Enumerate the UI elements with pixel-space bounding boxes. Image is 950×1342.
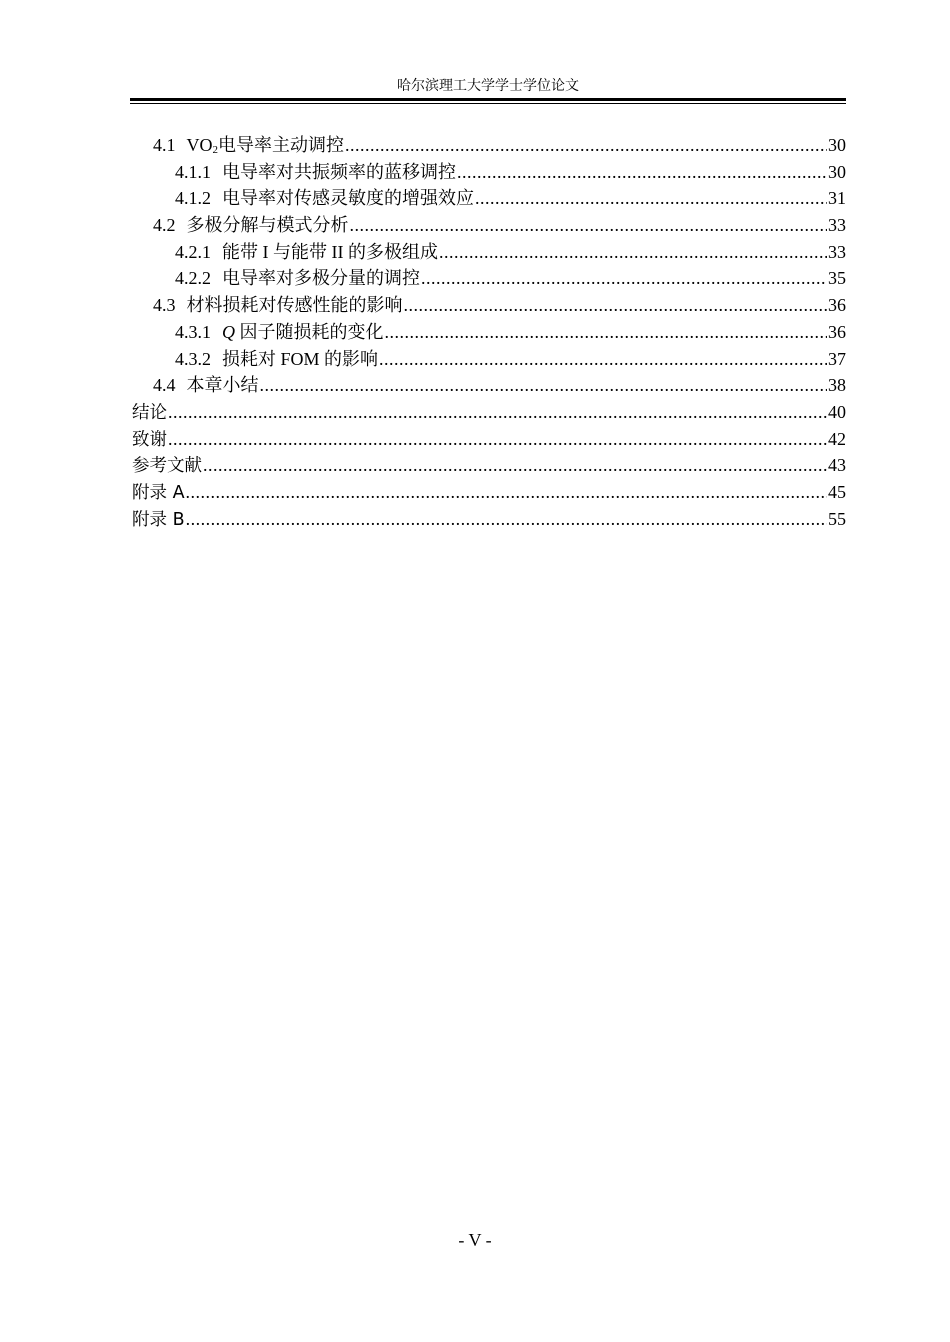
toc-entry[interactable]	[132, 346, 846, 373]
toc-entry-title: 材料损耗对传感性能的影响	[186, 295, 403, 316]
dot-leader	[168, 426, 827, 453]
toc-entry-page: 35	[828, 268, 846, 289]
toc-entry-page: 33	[828, 241, 846, 262]
toc-entry[interactable]	[132, 292, 846, 319]
toc-entry-title	[187, 132, 345, 159]
toc-entry-title: 本章小结	[186, 375, 259, 396]
toc-entry[interactable]	[132, 185, 846, 212]
toc-entry[interactable]	[132, 426, 846, 453]
toc-entry-title-italic: Q	[222, 321, 235, 342]
toc-entry-number: 4.4	[153, 375, 176, 396]
dot-leader	[421, 265, 827, 292]
toc-entry-title: 附录 B	[132, 509, 185, 530]
toc-entry-number: 4.1.2	[175, 188, 211, 209]
toc-entry-page: 45	[828, 481, 846, 502]
toc-entry-title: 电导率对传感灵敏度的增强效应	[222, 188, 474, 209]
header-rule-thick	[130, 98, 846, 101]
toc-entry[interactable]	[132, 372, 846, 399]
dot-leader	[203, 452, 827, 479]
toc-entry-number: 4.1	[153, 135, 176, 155]
toc-entry-title-post: 电导率主动调控	[218, 135, 344, 155]
toc-entry[interactable]	[132, 319, 846, 346]
toc-entry-page: 40	[828, 401, 846, 422]
toc-entry-title: 电导率对多极分量的调控	[222, 268, 420, 289]
toc-entry[interactable]	[132, 239, 846, 266]
toc-entry-title-pre: VO	[186, 135, 213, 155]
toc-entry-title: 致谢	[132, 429, 167, 450]
table-of-contents	[132, 132, 846, 532]
dot-leader	[260, 372, 828, 399]
toc-entry-title: 结论	[132, 402, 167, 423]
toc-entry-title: 参考文献	[132, 456, 202, 477]
dot-leader	[186, 506, 827, 533]
toc-entry[interactable]	[132, 159, 846, 186]
dot-leader	[475, 185, 827, 212]
toc-entry-title: 电导率对共振频率的蓝移调控	[222, 161, 456, 182]
toc-entry-title: 附录 A	[132, 482, 185, 503]
toc-entry-page: 36	[828, 321, 846, 342]
toc-entry[interactable]	[132, 132, 846, 159]
dot-leader	[404, 292, 828, 319]
dot-leader	[186, 479, 827, 506]
dot-leader	[439, 239, 827, 266]
toc-entry-number: 4.3	[153, 295, 176, 316]
toc-entry-page: 33	[828, 215, 846, 236]
toc-entry-page: 30	[828, 135, 846, 155]
toc-entry-title-subscript: 2	[212, 144, 218, 156]
toc-entry[interactable]	[132, 452, 846, 479]
toc-entry-title	[222, 319, 384, 346]
toc-entry[interactable]	[132, 212, 846, 239]
dot-leader	[168, 399, 827, 426]
toc-entry[interactable]	[132, 479, 846, 506]
toc-entry-page: 38	[828, 375, 846, 396]
toc-entry-number: 4.1.1	[175, 161, 211, 182]
page-number-footer: - V -	[458, 1230, 492, 1250]
toc-entry-page: 55	[828, 508, 846, 529]
toc-entry-page: 36	[828, 295, 846, 316]
toc-entry-number: 4.2.1	[175, 241, 211, 262]
toc-entry[interactable]	[132, 265, 846, 292]
toc-entry-title: 多极分解与模式分析	[186, 215, 349, 236]
toc-entry-page: 42	[828, 428, 846, 449]
dot-leader	[350, 212, 828, 239]
toc-entry-page: 31	[828, 188, 846, 209]
toc-entry-number: 4.3.1	[175, 321, 211, 342]
dot-leader	[379, 346, 827, 373]
toc-entry-number: 4.2	[153, 215, 176, 236]
running-header: 哈尔滨理工大学学士学位论文	[397, 79, 579, 94]
toc-entry[interactable]	[132, 399, 846, 426]
dot-leader	[345, 132, 827, 159]
toc-entry-number: 4.3.2	[175, 348, 211, 369]
header-rule-thin	[130, 103, 846, 104]
toc-entry-page: 43	[828, 455, 846, 476]
toc-entry-title: 损耗对 FOM 的影响	[222, 348, 379, 369]
toc-entry-title: 能带 I 与能带 II 的多极组成	[222, 241, 438, 262]
dot-leader	[457, 159, 827, 186]
toc-entry-page: 37	[828, 348, 846, 369]
toc-entry-page: 30	[828, 161, 846, 182]
toc-entry[interactable]	[132, 506, 846, 533]
toc-entry-number: 4.2.2	[175, 268, 211, 289]
dot-leader	[385, 319, 828, 346]
toc-entry-title-post: 因子随损耗的变化	[239, 321, 384, 342]
